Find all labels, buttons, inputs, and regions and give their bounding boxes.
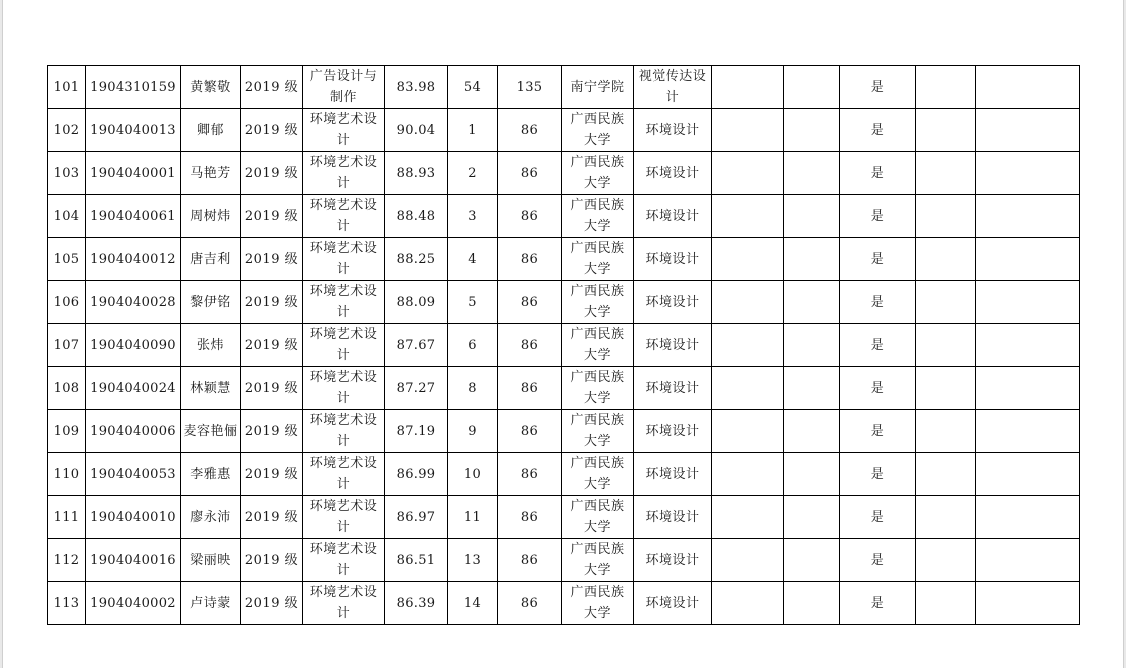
original-major-cell: 环境艺术设计 bbox=[303, 152, 385, 195]
qualified-flag-cell: 是 bbox=[840, 582, 916, 625]
target-major-cell: 视觉传达设计 bbox=[634, 66, 712, 109]
empty-cell bbox=[976, 367, 1080, 410]
empty-cell bbox=[916, 281, 976, 324]
qualified-flag-cell: 是 bbox=[840, 152, 916, 195]
total-count-cell: 86 bbox=[498, 453, 562, 496]
score-cell: 88.93 bbox=[385, 152, 448, 195]
qualified-flag-cell: 是 bbox=[840, 324, 916, 367]
qualified-flag-cell: 是 bbox=[840, 238, 916, 281]
score-cell: 90.04 bbox=[385, 109, 448, 152]
score-cell: 88.48 bbox=[385, 195, 448, 238]
qualified-flag-cell: 是 bbox=[840, 66, 916, 109]
empty-cell bbox=[712, 152, 784, 195]
score-cell: 88.25 bbox=[385, 238, 448, 281]
empty-cell bbox=[784, 410, 840, 453]
grade-cell: 2019 级 bbox=[241, 66, 303, 109]
original-major-cell: 环境艺术设计 bbox=[303, 453, 385, 496]
empty-cell bbox=[976, 582, 1080, 625]
rank-cell: 10 bbox=[448, 453, 498, 496]
empty-cell bbox=[976, 496, 1080, 539]
score-cell: 87.27 bbox=[385, 367, 448, 410]
table-row bbox=[48, 238, 1080, 281]
score-cell: 86.97 bbox=[385, 496, 448, 539]
empty-cell bbox=[916, 367, 976, 410]
empty-cell bbox=[784, 496, 840, 539]
original-major-cell: 环境艺术设计 bbox=[303, 539, 385, 582]
target-major-cell: 环境设计 bbox=[634, 367, 712, 410]
rank-cell: 11 bbox=[448, 496, 498, 539]
rank-cell: 13 bbox=[448, 539, 498, 582]
total-count-cell: 86 bbox=[498, 367, 562, 410]
table-row bbox=[48, 109, 1080, 152]
qualified-flag-cell: 是 bbox=[840, 410, 916, 453]
student-name-cell: 黄繁敬 bbox=[181, 66, 241, 109]
school-cell: 广西民族大学 bbox=[562, 152, 634, 195]
empty-cell bbox=[916, 109, 976, 152]
grade-cell: 2019 级 bbox=[241, 324, 303, 367]
target-major-cell: 环境设计 bbox=[634, 281, 712, 324]
score-cell: 87.67 bbox=[385, 324, 448, 367]
student-id-cell: 1904040028 bbox=[86, 281, 181, 324]
empty-cell bbox=[712, 453, 784, 496]
empty-cell bbox=[712, 539, 784, 582]
empty-cell bbox=[916, 238, 976, 281]
empty-cell bbox=[916, 152, 976, 195]
original-major-cell: 环境艺术设计 bbox=[303, 195, 385, 238]
target-major-cell: 环境设计 bbox=[634, 496, 712, 539]
empty-cell bbox=[712, 324, 784, 367]
school-cell: 广西民族大学 bbox=[562, 324, 634, 367]
score-cell: 86.39 bbox=[385, 582, 448, 625]
row-number-cell: 109 bbox=[48, 410, 86, 453]
original-major-cell: 环境艺术设计 bbox=[303, 109, 385, 152]
empty-cell bbox=[976, 66, 1080, 109]
total-count-cell: 86 bbox=[498, 410, 562, 453]
target-major-cell: 环境设计 bbox=[634, 453, 712, 496]
score-cell: 86.51 bbox=[385, 539, 448, 582]
school-cell: 广西民族大学 bbox=[562, 582, 634, 625]
school-cell: 广西民族大学 bbox=[562, 195, 634, 238]
original-major-cell: 环境艺术设计 bbox=[303, 582, 385, 625]
row-number-cell: 112 bbox=[48, 539, 86, 582]
qualified-flag-cell: 是 bbox=[840, 281, 916, 324]
student-id-cell: 1904040024 bbox=[86, 367, 181, 410]
document-page bbox=[2, 0, 1124, 668]
empty-cell bbox=[712, 281, 784, 324]
grade-cell: 2019 级 bbox=[241, 109, 303, 152]
qualified-flag-cell: 是 bbox=[840, 195, 916, 238]
student-name-cell: 唐吉利 bbox=[181, 238, 241, 281]
total-count-cell: 86 bbox=[498, 582, 562, 625]
row-number-cell: 103 bbox=[48, 152, 86, 195]
empty-cell bbox=[916, 195, 976, 238]
qualified-flag-cell: 是 bbox=[840, 367, 916, 410]
empty-cell bbox=[976, 539, 1080, 582]
rank-cell: 5 bbox=[448, 281, 498, 324]
grade-cell: 2019 级 bbox=[241, 453, 303, 496]
score-cell: 88.09 bbox=[385, 281, 448, 324]
target-major-cell: 环境设计 bbox=[634, 152, 712, 195]
total-count-cell: 86 bbox=[498, 281, 562, 324]
rank-cell: 3 bbox=[448, 195, 498, 238]
student-table bbox=[47, 65, 1080, 625]
row-number-cell: 107 bbox=[48, 324, 86, 367]
target-major-cell: 环境设计 bbox=[634, 109, 712, 152]
rank-cell: 8 bbox=[448, 367, 498, 410]
total-count-cell: 86 bbox=[498, 539, 562, 582]
grade-cell: 2019 级 bbox=[241, 281, 303, 324]
empty-cell bbox=[712, 66, 784, 109]
empty-cell bbox=[784, 109, 840, 152]
row-number-cell: 104 bbox=[48, 195, 86, 238]
empty-cell bbox=[976, 109, 1080, 152]
table-row bbox=[48, 324, 1080, 367]
table-row bbox=[48, 66, 1080, 109]
student-name-cell: 周树炜 bbox=[181, 195, 241, 238]
school-cell: 广西民族大学 bbox=[562, 453, 634, 496]
rank-cell: 54 bbox=[448, 66, 498, 109]
student-id-cell: 1904310159 bbox=[86, 66, 181, 109]
empty-cell bbox=[784, 238, 840, 281]
table-row bbox=[48, 410, 1080, 453]
score-cell: 86.99 bbox=[385, 453, 448, 496]
row-number-cell: 113 bbox=[48, 582, 86, 625]
empty-cell bbox=[784, 66, 840, 109]
empty-cell bbox=[976, 238, 1080, 281]
table-row bbox=[48, 539, 1080, 582]
rank-cell: 4 bbox=[448, 238, 498, 281]
row-number-cell: 105 bbox=[48, 238, 86, 281]
student-name-cell: 李雅惠 bbox=[181, 453, 241, 496]
empty-cell bbox=[784, 281, 840, 324]
total-count-cell: 86 bbox=[498, 109, 562, 152]
student-id-cell: 1904040006 bbox=[86, 410, 181, 453]
empty-cell bbox=[712, 195, 784, 238]
qualified-flag-cell: 是 bbox=[840, 109, 916, 152]
total-count-cell: 86 bbox=[498, 238, 562, 281]
empty-cell bbox=[976, 453, 1080, 496]
target-major-cell: 环境设计 bbox=[634, 195, 712, 238]
original-major-cell: 环境艺术设计 bbox=[303, 324, 385, 367]
empty-cell bbox=[712, 238, 784, 281]
rank-cell: 14 bbox=[448, 582, 498, 625]
target-major-cell: 环境设计 bbox=[634, 324, 712, 367]
empty-cell bbox=[976, 281, 1080, 324]
grade-cell: 2019 级 bbox=[241, 152, 303, 195]
student-id-cell: 1904040002 bbox=[86, 582, 181, 625]
school-cell: 广西民族大学 bbox=[562, 109, 634, 152]
grade-cell: 2019 级 bbox=[241, 410, 303, 453]
row-number-cell: 101 bbox=[48, 66, 86, 109]
empty-cell bbox=[976, 152, 1080, 195]
empty-cell bbox=[916, 324, 976, 367]
qualified-flag-cell: 是 bbox=[840, 496, 916, 539]
empty-cell bbox=[976, 410, 1080, 453]
student-id-cell: 1904040016 bbox=[86, 539, 181, 582]
original-major-cell: 环境艺术设计 bbox=[303, 281, 385, 324]
student-id-cell: 1904040013 bbox=[86, 109, 181, 152]
empty-cell bbox=[712, 582, 784, 625]
empty-cell bbox=[784, 582, 840, 625]
student-id-cell: 1904040010 bbox=[86, 496, 181, 539]
target-major-cell: 环境设计 bbox=[634, 539, 712, 582]
empty-cell bbox=[916, 453, 976, 496]
row-number-cell: 102 bbox=[48, 109, 86, 152]
empty-cell bbox=[916, 496, 976, 539]
total-count-cell: 86 bbox=[498, 324, 562, 367]
school-cell: 广西民族大学 bbox=[562, 410, 634, 453]
original-major-cell: 广告设计与制作 bbox=[303, 66, 385, 109]
table-row bbox=[48, 281, 1080, 324]
total-count-cell: 86 bbox=[498, 496, 562, 539]
original-major-cell: 环境艺术设计 bbox=[303, 238, 385, 281]
table-row bbox=[48, 152, 1080, 195]
student-name-cell: 廖永沛 bbox=[181, 496, 241, 539]
grade-cell: 2019 级 bbox=[241, 496, 303, 539]
empty-cell bbox=[784, 324, 840, 367]
grade-cell: 2019 级 bbox=[241, 539, 303, 582]
table-row bbox=[48, 195, 1080, 238]
empty-cell bbox=[784, 195, 840, 238]
empty-cell bbox=[916, 539, 976, 582]
total-count-cell: 135 bbox=[498, 66, 562, 109]
total-count-cell: 86 bbox=[498, 152, 562, 195]
empty-cell bbox=[784, 539, 840, 582]
student-id-cell: 1904040012 bbox=[86, 238, 181, 281]
student-name-cell: 卿郁 bbox=[181, 109, 241, 152]
student-id-cell: 1904040001 bbox=[86, 152, 181, 195]
empty-cell bbox=[976, 324, 1080, 367]
rank-cell: 1 bbox=[448, 109, 498, 152]
original-major-cell: 环境艺术设计 bbox=[303, 367, 385, 410]
qualified-flag-cell: 是 bbox=[840, 539, 916, 582]
empty-cell bbox=[916, 66, 976, 109]
original-major-cell: 环境艺术设计 bbox=[303, 410, 385, 453]
rank-cell: 6 bbox=[448, 324, 498, 367]
total-count-cell: 86 bbox=[498, 195, 562, 238]
target-major-cell: 环境设计 bbox=[634, 582, 712, 625]
row-number-cell: 108 bbox=[48, 367, 86, 410]
row-number-cell: 111 bbox=[48, 496, 86, 539]
empty-cell bbox=[712, 410, 784, 453]
rank-cell: 9 bbox=[448, 410, 498, 453]
empty-cell bbox=[976, 195, 1080, 238]
student-name-cell: 黎伊铭 bbox=[181, 281, 241, 324]
table-row bbox=[48, 453, 1080, 496]
empty-cell bbox=[712, 367, 784, 410]
grade-cell: 2019 级 bbox=[241, 238, 303, 281]
school-cell: 广西民族大学 bbox=[562, 367, 634, 410]
rank-cell: 2 bbox=[448, 152, 498, 195]
original-major-cell: 环境艺术设计 bbox=[303, 496, 385, 539]
row-number-cell: 110 bbox=[48, 453, 86, 496]
qualified-flag-cell: 是 bbox=[840, 453, 916, 496]
student-name-cell: 张炜 bbox=[181, 324, 241, 367]
empty-cell bbox=[916, 410, 976, 453]
table-row bbox=[48, 496, 1080, 539]
school-cell: 广西民族大学 bbox=[562, 496, 634, 539]
table-row bbox=[48, 367, 1080, 410]
student-name-cell: 林颖慧 bbox=[181, 367, 241, 410]
school-cell: 南宁学院 bbox=[562, 66, 634, 109]
empty-cell bbox=[712, 496, 784, 539]
student-id-cell: 1904040061 bbox=[86, 195, 181, 238]
student-name-cell: 麦容艳俪 bbox=[181, 410, 241, 453]
empty-cell bbox=[784, 453, 840, 496]
student-name-cell: 卢诗蒙 bbox=[181, 582, 241, 625]
student-name-cell: 马艳芳 bbox=[181, 152, 241, 195]
table-row bbox=[48, 582, 1080, 625]
grade-cell: 2019 级 bbox=[241, 582, 303, 625]
school-cell: 广西民族大学 bbox=[562, 238, 634, 281]
student-id-cell: 1904040090 bbox=[86, 324, 181, 367]
score-cell: 83.98 bbox=[385, 66, 448, 109]
empty-cell bbox=[784, 152, 840, 195]
grade-cell: 2019 级 bbox=[241, 195, 303, 238]
score-cell: 87.19 bbox=[385, 410, 448, 453]
table-body bbox=[48, 66, 1080, 625]
target-major-cell: 环境设计 bbox=[634, 238, 712, 281]
empty-cell bbox=[712, 109, 784, 152]
empty-cell bbox=[784, 367, 840, 410]
school-cell: 广西民族大学 bbox=[562, 539, 634, 582]
student-id-cell: 1904040053 bbox=[86, 453, 181, 496]
grade-cell: 2019 级 bbox=[241, 367, 303, 410]
student-name-cell: 梁丽映 bbox=[181, 539, 241, 582]
empty-cell bbox=[916, 582, 976, 625]
school-cell: 广西民族大学 bbox=[562, 281, 634, 324]
target-major-cell: 环境设计 bbox=[634, 410, 712, 453]
row-number-cell: 106 bbox=[48, 281, 86, 324]
